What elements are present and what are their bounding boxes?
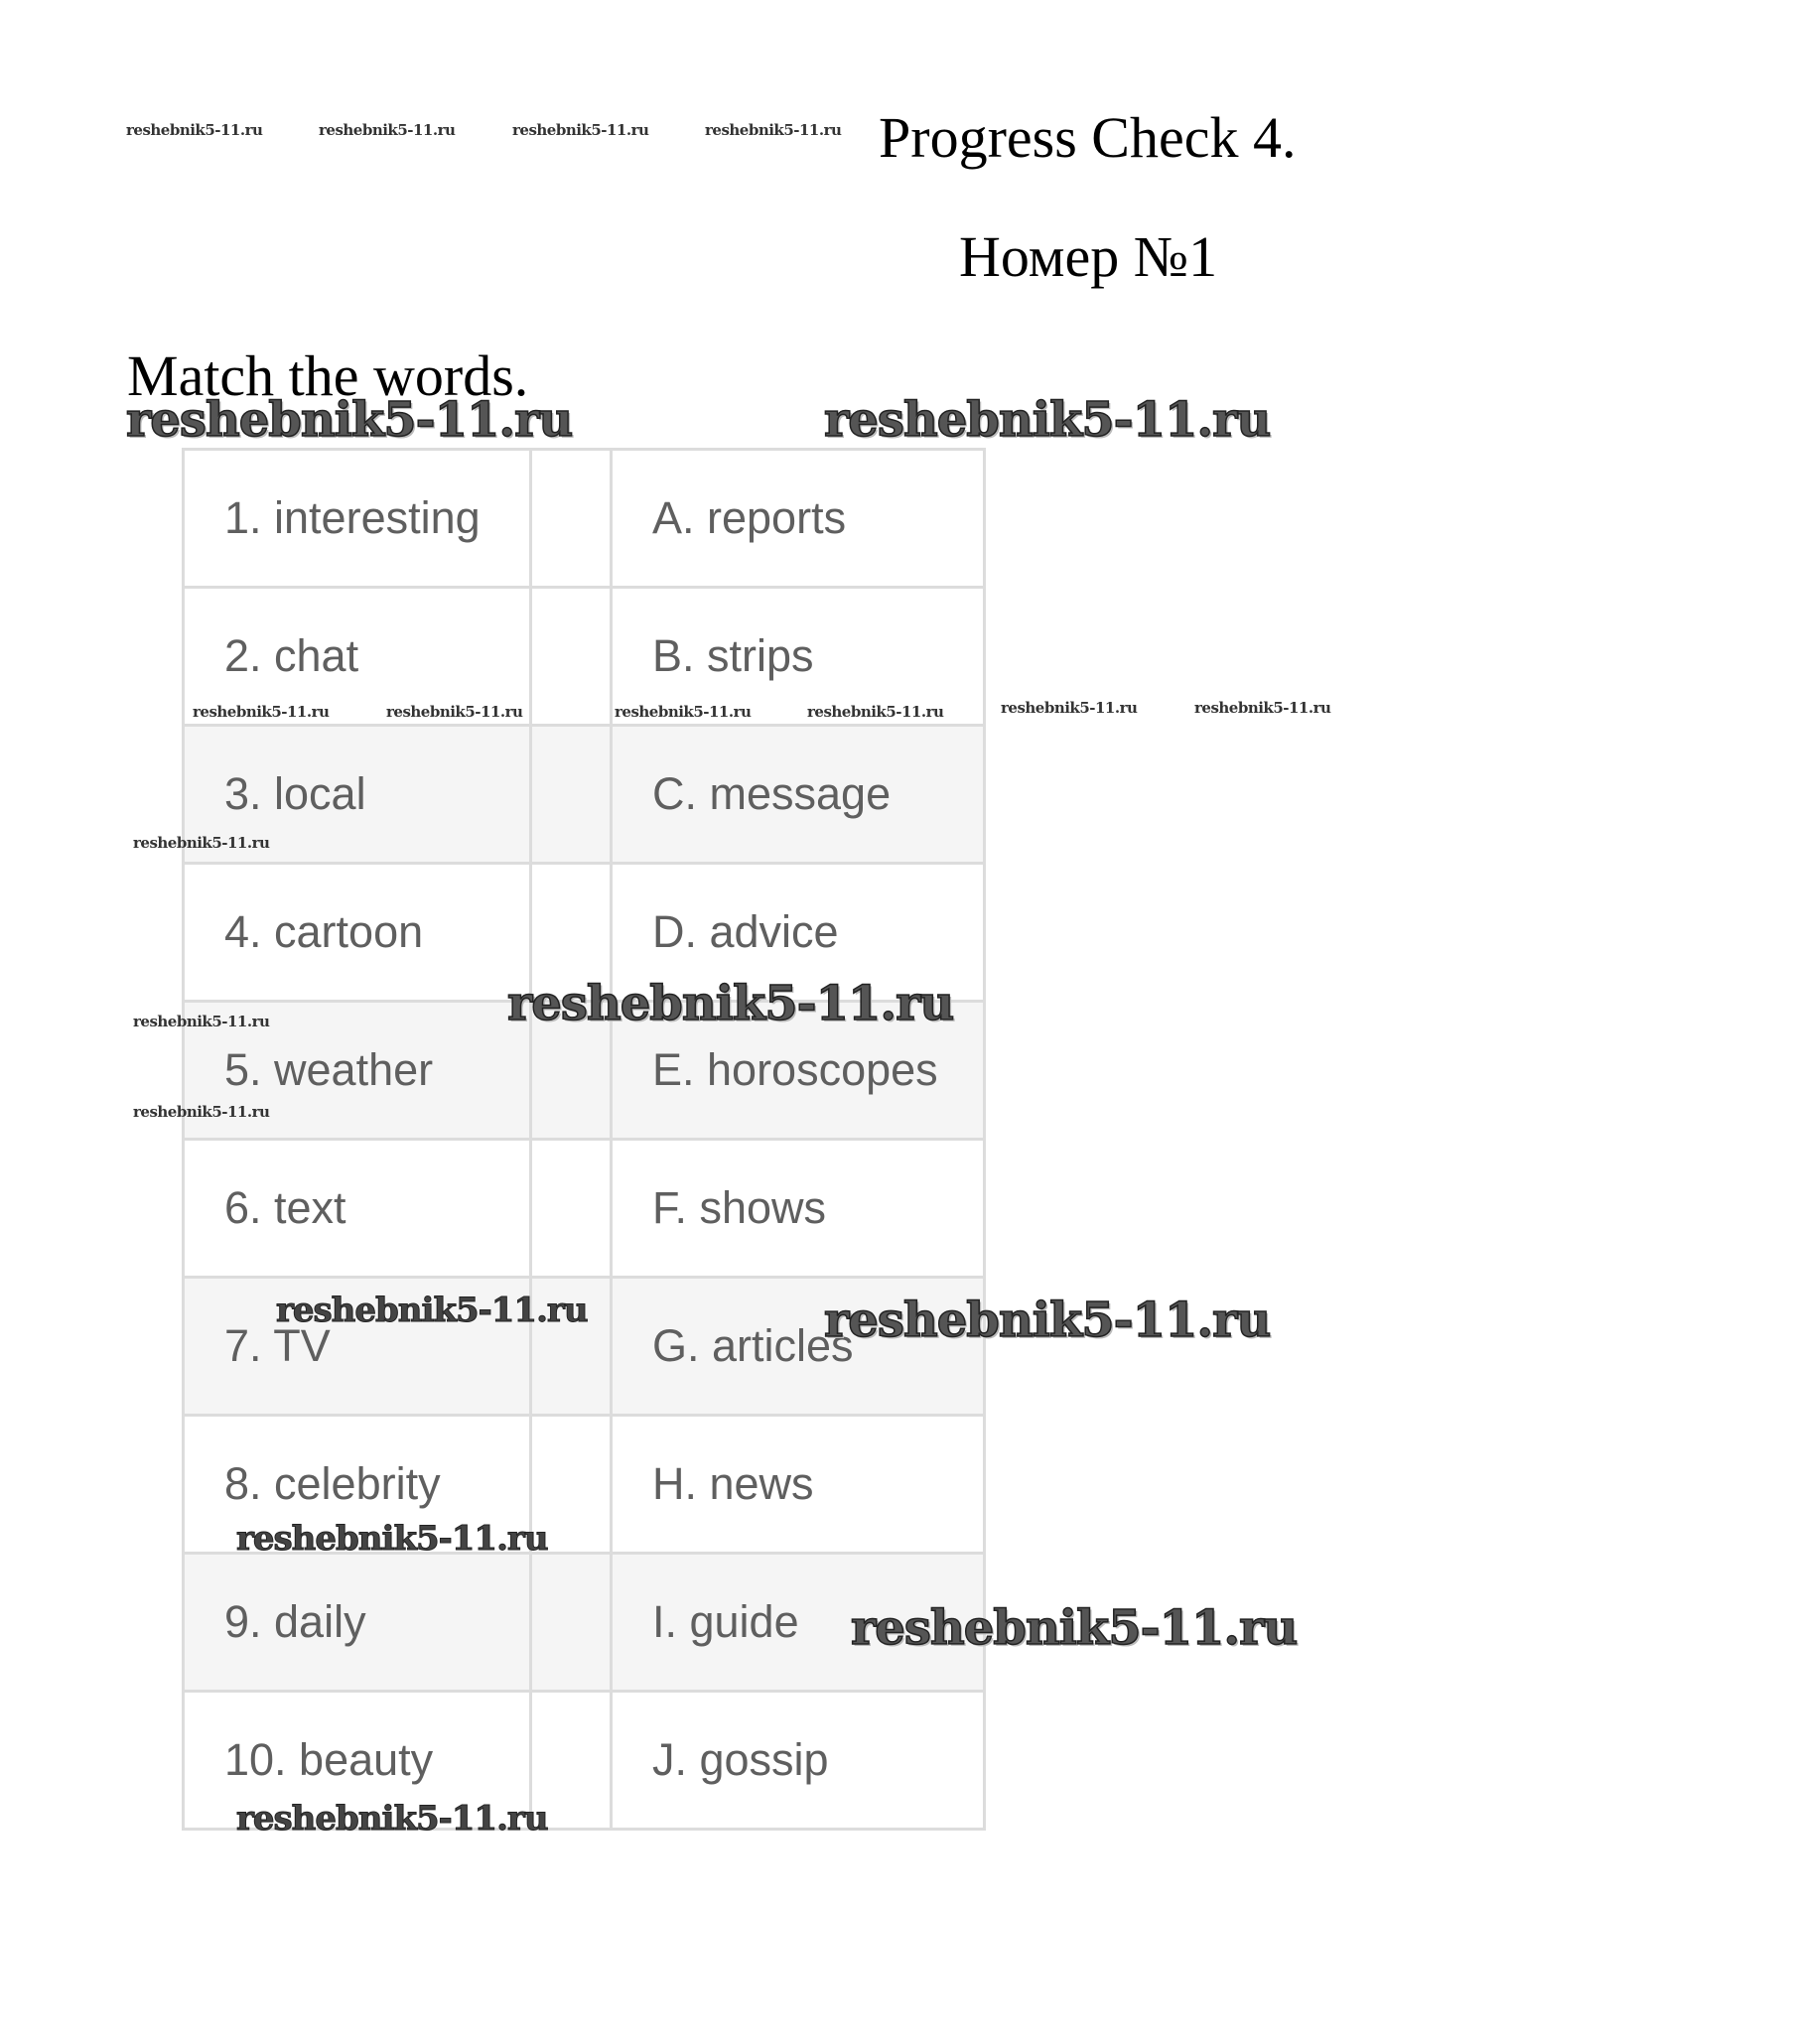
table-cell-right: C. message	[612, 726, 985, 864]
table-cell-left: 8. celebrity	[184, 1416, 531, 1554]
watermark: reshebnik5-11.ru	[236, 1519, 548, 1559]
table-cell-left: 2. chat	[184, 588, 531, 726]
table-cell-left: 10. beauty	[184, 1692, 531, 1830]
table-cell-left: 3. local	[184, 726, 531, 864]
watermark: reshebnik5-11.ru	[133, 834, 270, 852]
table-cell-right: D. advice	[612, 864, 985, 1002]
watermark: reshebnik5-11.ru	[193, 703, 330, 721]
table-row	[184, 1002, 985, 1140]
instruction-text: Match the words.	[127, 343, 529, 408]
watermark: reshebnik5-11.ru	[319, 121, 456, 139]
watermark: reshebnik5-11.ru	[386, 703, 523, 721]
table-cell-right: I. guide	[612, 1554, 985, 1692]
table-cell-answer	[531, 726, 612, 864]
table-cell-right: B. strips	[612, 588, 985, 726]
table-cell-right: H. news	[612, 1416, 985, 1554]
table-row	[184, 1416, 985, 1554]
table-cell-answer	[531, 1692, 612, 1830]
table-cell-left: 5. weather	[184, 1002, 531, 1140]
watermark: reshebnik5-11.ru	[1001, 699, 1138, 717]
table-cell-answer	[531, 588, 612, 726]
table-row	[184, 726, 985, 864]
watermark: reshebnik5-11.ru	[126, 392, 573, 448]
watermark: reshebnik5-11.ru	[851, 1600, 1298, 1656]
table-cell-answer	[531, 450, 612, 588]
table-cell-answer	[531, 1416, 612, 1554]
table-cell-answer	[531, 864, 612, 1002]
watermark: reshebnik5-11.ru	[126, 121, 263, 139]
watermark: reshebnik5-11.ru	[276, 1291, 588, 1330]
table-row	[184, 588, 985, 726]
watermark: reshebnik5-11.ru	[615, 703, 752, 721]
table-cell-left: 6. text	[184, 1140, 531, 1278]
watermark: reshebnik5-11.ru	[824, 392, 1271, 448]
watermark: reshebnik5-11.ru	[236, 1799, 548, 1839]
watermark: reshebnik5-11.ru	[133, 1013, 270, 1030]
table-row	[184, 450, 985, 588]
table-cell-answer	[531, 1002, 612, 1140]
table-cell-left: 7. TV	[184, 1278, 531, 1416]
table-cell-left: 1. interesting	[184, 450, 531, 588]
watermark: reshebnik5-11.ru	[133, 1103, 270, 1121]
table-row	[184, 1278, 985, 1416]
table-cell-right: G. articles	[612, 1278, 985, 1416]
watermark: reshebnik5-11.ru	[512, 121, 649, 139]
table-row	[184, 1692, 985, 1830]
watermark: reshebnik5-11.ru	[807, 703, 944, 721]
watermark: reshebnik5-11.ru	[1194, 699, 1331, 717]
table-row	[184, 1554, 985, 1692]
table-cell-right: J. gossip	[612, 1692, 985, 1830]
watermark: reshebnik5-11.ru	[824, 1293, 1271, 1348]
table-cell-answer	[531, 1140, 612, 1278]
table-cell-right: A. reports	[612, 450, 985, 588]
table-row	[184, 864, 985, 1002]
table-cell-right: E. horoscopes	[612, 1002, 985, 1140]
watermark: reshebnik5-11.ru	[705, 121, 842, 139]
page-subtitle: Номер №1	[959, 224, 1218, 289]
table-cell-right: F. shows	[612, 1140, 985, 1278]
table-cell-left: 9. daily	[184, 1554, 531, 1692]
match-table	[182, 448, 986, 1831]
table-cell-left: 4. cartoon	[184, 864, 531, 1002]
table-cell-answer	[531, 1278, 612, 1416]
table-cell-answer	[531, 1554, 612, 1692]
page-title: Progress Check 4.	[879, 105, 1297, 170]
table-row	[184, 1140, 985, 1278]
watermark: reshebnik5-11.ru	[507, 976, 954, 1031]
